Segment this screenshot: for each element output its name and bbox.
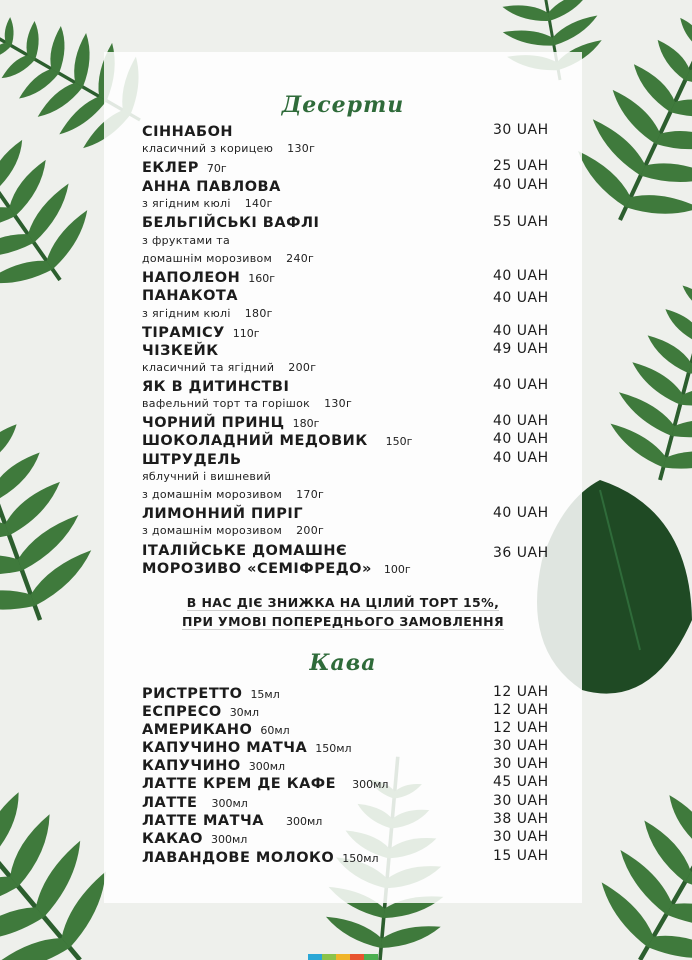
color-stripe [336,954,350,960]
item-description: з ягідним кюлі 180г [142,307,273,320]
price: 36 UAH [493,545,549,561]
price: 40 UAH [493,377,549,393]
menu-item: ЕКЛЕР 70г [142,160,227,176]
price: 30 UAH [493,793,549,809]
color-stripe [364,954,378,960]
price: 40 UAH [493,450,549,466]
price: 40 UAH [493,505,549,521]
menu-item: ЛАТТЕ 300мл [142,795,248,811]
price: 30 UAH [493,738,549,754]
price: 12 UAH [493,702,549,718]
price: 38 UAH [493,811,549,827]
price: 55 UAH [493,214,549,230]
price: 40 UAH [493,431,549,447]
desserts-title: Десерти [281,92,405,118]
item-description: класичний та ягідний 200г [142,361,317,374]
menu-item: ЛАТТЕ КРЕМ ДЕ КАФЕ 300мл [142,776,389,792]
menu-item: БЕЛЬГІЙСЬКІ ВАФЛІ [142,215,320,231]
price: 12 UAH [493,720,549,736]
discount-notice [104,593,582,631]
price: 49 UAH [493,341,549,357]
item-description: класичний з корицею 130г [142,142,316,155]
price: 30 UAH [493,829,549,845]
item-description: з домашнім морозивом 170г [142,488,325,501]
notice-line: В НАС ДІЄ ЗНИЖКА НА ЦІЛИЙ ТОРТ 15%, [186,595,500,610]
color-stripe [308,954,322,960]
menu-item: ЕСПРЕСО 30мл [142,704,260,720]
price: 40 UAH [493,290,549,306]
menu-item: ЛАВАНДОВЕ МОЛОКО 150мл [142,850,379,866]
item-description: з ягідним кюлі 140г [142,197,273,210]
menu-item: ШТРУДЕЛЬ [142,452,242,468]
menu-item: ШОКОЛАДНИЙ МЕДОВИК 150г [142,433,413,449]
price: 40 UAH [493,413,549,429]
item-description: з фруктами та [142,234,231,247]
menu-item: ЛАТТЕ МАТЧА 300мл [142,813,323,829]
menu-item: СІННАБОН [142,124,234,140]
menu-item: ПАНАКОТА [142,288,239,304]
menu-item: ІТАЛІЙСЬКЕ ДОМАШНЄ [142,543,348,559]
menu-item: ЯК В ДИТИНСТВІ [142,379,290,395]
menu-item: НАПОЛЕОН 160г [142,270,276,286]
color-stripe [350,954,364,960]
menu-item: ЧІЗКЕЙК [142,343,219,359]
price: 40 UAH [493,323,549,339]
price: 15 UAH [493,848,549,864]
price: 12 UAH [493,684,549,700]
menu-item: ЧОРНИЙ ПРИНЦ 180г [142,415,320,431]
price: 45 UAH [493,774,549,790]
menu-item: ЛИМОННИЙ ПИРІГ [142,506,304,522]
coffee-title: Кава [309,650,377,676]
menu-item: РИСТРЕТТО 15мл [142,686,280,702]
price: 40 UAH [493,177,549,193]
price: 30 UAH [493,756,549,772]
menu-item: МОРОЗИВО «СЕМІФРЕДО» 100г [142,561,411,577]
menu-item: АМЕРИКАНО 60мл [142,722,290,738]
item-description: домашнім морозивом 240г [142,252,315,265]
menu-item: КАПУЧИНО 300мл [142,758,286,774]
menu-item: АННА ПАВЛОВА [142,179,281,195]
color-stripe [322,954,336,960]
item-description: вафельний торт та горішок 130г [142,397,353,410]
menu-item: КАКАО 300мл [142,831,248,847]
item-description: яблучний і вишневий [142,470,272,483]
price: 40 UAH [493,268,549,284]
menu-item: КАПУЧИНО МАТЧА 150мл [142,740,352,756]
price: 30 UAH [493,122,549,138]
menu-item: ТІРАМІСУ 110г [142,325,260,341]
notice-line: ПРИ УМОВІ ПОПЕРЕДНЬОГО ЗАМОВЛЕННЯ [182,614,504,629]
price: 25 UAH [493,158,549,174]
item-description: з домашнім морозивом 200г [142,524,325,537]
